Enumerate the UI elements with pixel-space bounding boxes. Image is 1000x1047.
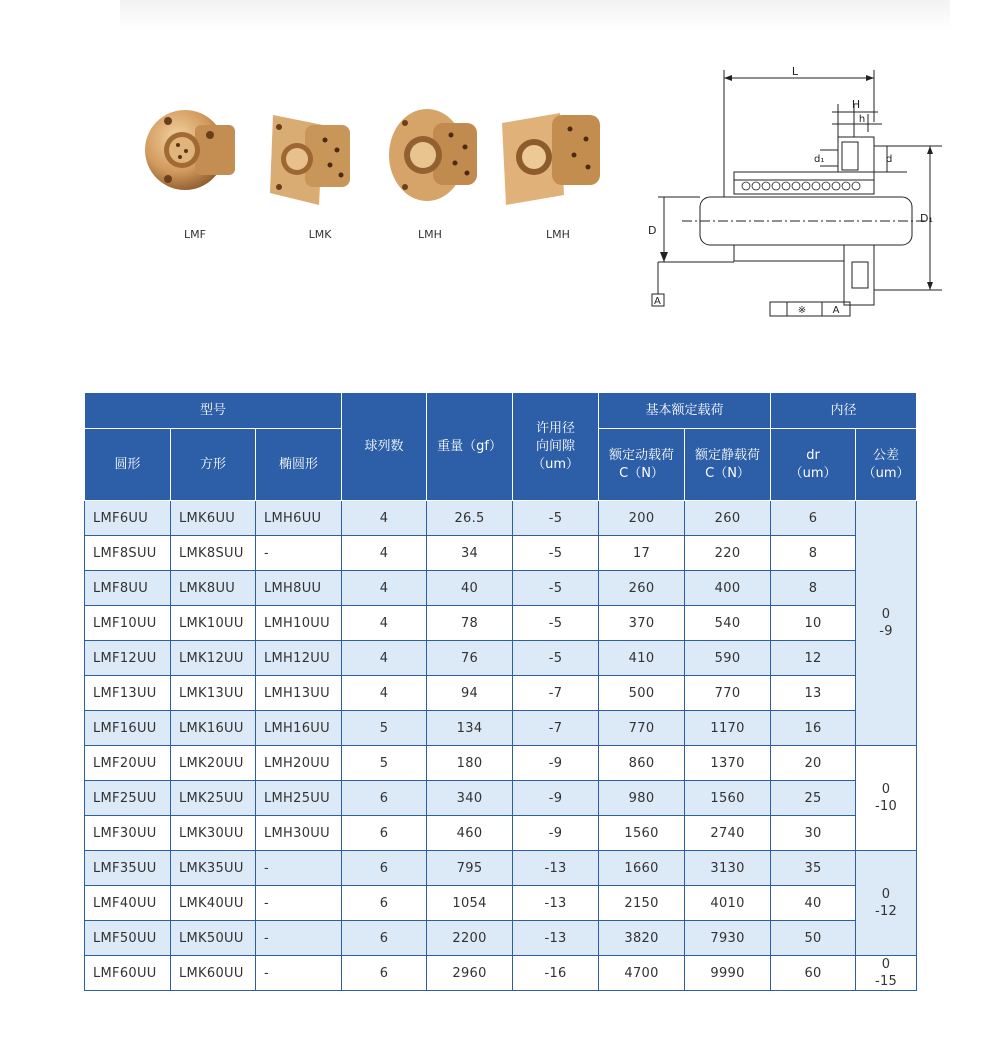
- tolerance-lower: -12: [874, 904, 898, 919]
- cell-square: LMK40UU: [171, 886, 256, 921]
- cell-static: 260: [685, 501, 771, 536]
- cell-dynamic: 860: [599, 746, 685, 781]
- header-dr: dr （um）: [771, 429, 856, 501]
- table-row: [85, 641, 917, 676]
- cell-clearance: -7: [513, 711, 599, 746]
- cell-dynamic: 2150: [599, 886, 685, 921]
- cell-clearance: -9: [513, 816, 599, 851]
- cell-clearance: -13: [513, 921, 599, 956]
- tolerance-upper: 0: [881, 607, 891, 622]
- cell-dynamic: 1560: [599, 816, 685, 851]
- cell-clearance: -9: [513, 781, 599, 816]
- cell-square: LMK25UU: [171, 781, 256, 816]
- cell-dynamic: 17: [599, 536, 685, 571]
- datum-label: A: [654, 296, 661, 307]
- cell-weight: 460: [427, 816, 513, 851]
- cell-static: 1370: [685, 746, 771, 781]
- cell-round: LMF20UU: [85, 746, 171, 781]
- cell-dr: 30: [771, 816, 856, 851]
- cell-oval: LMH12UU: [256, 641, 342, 676]
- cell-clearance: -13: [513, 851, 599, 886]
- cell-round: LMF35UU: [85, 851, 171, 886]
- tolerance-lower: -9: [879, 624, 893, 639]
- cell-round: LMF8SUU: [85, 536, 171, 571]
- cell-dr: 12: [771, 641, 856, 676]
- cell-dr: 16: [771, 711, 856, 746]
- header-round: 圆形: [85, 429, 171, 501]
- header-load: 基本额定载荷: [599, 393, 771, 429]
- cell-balls: 6: [342, 921, 427, 956]
- cell-static: 590: [685, 641, 771, 676]
- cell-balls: 4: [342, 571, 427, 606]
- tolerance-lower: -10: [874, 799, 898, 814]
- cell-balls: 4: [342, 676, 427, 711]
- cell-round: LMF13UU: [85, 676, 171, 711]
- cell-oval: LMH20UU: [256, 746, 342, 781]
- cell-weight: 78: [427, 606, 513, 641]
- cell-static: 7930: [685, 921, 771, 956]
- cell-static: 1560: [685, 781, 771, 816]
- header-balls: 球列数: [342, 393, 427, 501]
- table-row: [85, 711, 917, 746]
- spec-table: [84, 392, 917, 991]
- table-row: [85, 816, 917, 851]
- cell-dynamic: 4700: [599, 956, 685, 991]
- cell-round: LMF10UU: [85, 606, 171, 641]
- dim-l-label: L: [791, 65, 799, 78]
- cell-clearance: -9: [513, 746, 599, 781]
- table-row: [85, 921, 917, 956]
- dim-d1-label: d₁: [814, 154, 825, 165]
- cell-oval: -: [256, 886, 342, 921]
- table-row: [85, 886, 917, 921]
- cell-static: 2740: [685, 816, 771, 851]
- cell-balls: 4: [342, 606, 427, 641]
- cell-tolerance: [856, 746, 917, 851]
- cell-dr: 60: [771, 956, 856, 991]
- table-row: [85, 676, 917, 711]
- table-row: [85, 501, 917, 536]
- cell-round: LMF30UU: [85, 816, 171, 851]
- cell-square: LMK8SUU: [171, 536, 256, 571]
- header-dynamic: 额定动载荷 C（N）: [599, 429, 685, 501]
- cell-dynamic: 3820: [599, 921, 685, 956]
- product-label: LMH: [546, 228, 570, 241]
- header-square: 方形: [171, 429, 256, 501]
- header-static: 额定静载荷 C（N）: [685, 429, 771, 501]
- cell-square: LMK35UU: [171, 851, 256, 886]
- table-row: [85, 851, 917, 886]
- tolerance-lower: -15: [874, 974, 898, 989]
- cell-oval: LMH10UU: [256, 606, 342, 641]
- dim-D-label: D: [648, 224, 657, 237]
- cell-square: LMK13UU: [171, 676, 256, 711]
- cell-oval: LMH16UU: [256, 711, 342, 746]
- cell-oval: LMH30UU: [256, 816, 342, 851]
- cell-square: LMK8UU: [171, 571, 256, 606]
- cell-round: LMF12UU: [85, 641, 171, 676]
- cell-dynamic: 980: [599, 781, 685, 816]
- tolerance-upper: 0: [881, 957, 891, 972]
- cell-static: 1170: [685, 711, 771, 746]
- cell-static: 9990: [685, 956, 771, 991]
- cell-dynamic: 200: [599, 501, 685, 536]
- cell-static: 3130: [685, 851, 771, 886]
- table-row: [85, 536, 917, 571]
- cell-weight: 34: [427, 536, 513, 571]
- table-row: [85, 956, 917, 991]
- cell-square: LMK16UU: [171, 711, 256, 746]
- cell-dr: 6: [771, 501, 856, 536]
- cell-weight: 795: [427, 851, 513, 886]
- cell-square: LMK10UU: [171, 606, 256, 641]
- cell-tolerance: [856, 956, 917, 991]
- cell-weight: 94: [427, 676, 513, 711]
- cell-balls: 6: [342, 781, 427, 816]
- cell-dynamic: 500: [599, 676, 685, 711]
- cell-dynamic: 370: [599, 606, 685, 641]
- cell-clearance: -5: [513, 571, 599, 606]
- tolerance-upper: 0: [881, 782, 891, 797]
- table-row: [85, 781, 917, 816]
- cell-clearance: -7: [513, 676, 599, 711]
- datum-ref-label: A: [832, 305, 840, 316]
- cell-static: 770: [685, 676, 771, 711]
- cell-oval: -: [256, 536, 342, 571]
- product-label: LMK: [308, 228, 332, 241]
- product-gallery: [140, 95, 620, 255]
- cell-dr: 8: [771, 571, 856, 606]
- round-flange-bushing-icon: [140, 95, 250, 225]
- cell-static: 400: [685, 571, 771, 606]
- cell-tolerance: [856, 501, 917, 746]
- top-band: [120, 0, 950, 30]
- table-row: [85, 571, 917, 606]
- cell-square: LMK30UU: [171, 816, 256, 851]
- cell-clearance: -5: [513, 641, 599, 676]
- tolerance-symbol: ※: [797, 305, 807, 316]
- header-weight: 重量（gf）: [427, 393, 513, 501]
- header-tolerance: 公差 （um）: [856, 429, 917, 501]
- cell-balls: 4: [342, 536, 427, 571]
- cell-clearance: -16: [513, 956, 599, 991]
- cell-oval: LMH8UU: [256, 571, 342, 606]
- cell-oval: LMH25UU: [256, 781, 342, 816]
- product-label: LMH: [418, 228, 442, 241]
- dim-d-label: d: [886, 154, 893, 165]
- cell-oval: LMH6UU: [256, 501, 342, 536]
- cell-round: LMF25UU: [85, 781, 171, 816]
- cell-dr: 20: [771, 746, 856, 781]
- cell-weight: 180: [427, 746, 513, 781]
- cell-dr: 40: [771, 886, 856, 921]
- dim-h-label: H: [851, 98, 861, 111]
- square-flange-bushing-icon: [265, 95, 375, 225]
- cell-oval: -: [256, 921, 342, 956]
- dim-h-small-label: h: [858, 114, 866, 125]
- cell-balls: 4: [342, 641, 427, 676]
- cell-static: 220: [685, 536, 771, 571]
- cell-oval: -: [256, 851, 342, 886]
- tolerance-upper: 0: [881, 887, 891, 902]
- cell-tolerance: [856, 851, 917, 956]
- cell-weight: 76: [427, 641, 513, 676]
- cell-weight: 26.5: [427, 501, 513, 536]
- oval-flange-bushing-icon: [385, 95, 495, 225]
- cell-round: LMF40UU: [85, 886, 171, 921]
- cell-dr: 25: [771, 781, 856, 816]
- cell-clearance: -5: [513, 501, 599, 536]
- cell-weight: 2960: [427, 956, 513, 991]
- cell-clearance: -5: [513, 606, 599, 641]
- cell-dynamic: 1660: [599, 851, 685, 886]
- cell-weight: 1054: [427, 886, 513, 921]
- cell-round: LMF16UU: [85, 711, 171, 746]
- cell-square: LMK20UU: [171, 746, 256, 781]
- spec-table-body: [85, 501, 917, 991]
- cell-balls: 4: [342, 501, 427, 536]
- cell-oval: LMH13UU: [256, 676, 342, 711]
- cell-round: LMF8UU: [85, 571, 171, 606]
- cell-dr: 8: [771, 536, 856, 571]
- cell-square: LMK50UU: [171, 921, 256, 956]
- cell-round: LMF6UU: [85, 501, 171, 536]
- cell-dr: 35: [771, 851, 856, 886]
- cell-dr: 50: [771, 921, 856, 956]
- cell-weight: 2200: [427, 921, 513, 956]
- cell-round: LMF50UU: [85, 921, 171, 956]
- cell-dr: 10: [771, 606, 856, 641]
- table-row: [85, 746, 917, 781]
- table-row: [85, 606, 917, 641]
- cell-static: 4010: [685, 886, 771, 921]
- dim-D1-label: D₁: [920, 212, 933, 225]
- header-clearance: 许用径 向间隙 （um）: [513, 393, 599, 501]
- cell-square: LMK12UU: [171, 641, 256, 676]
- cell-dynamic: 260: [599, 571, 685, 606]
- cell-square: LMK6UU: [171, 501, 256, 536]
- cell-balls: 5: [342, 711, 427, 746]
- product-label: LMF: [184, 228, 206, 241]
- cell-weight: 134: [427, 711, 513, 746]
- header-bore: 内径: [771, 393, 917, 429]
- cell-balls: 6: [342, 851, 427, 886]
- cell-balls: 6: [342, 956, 427, 991]
- cell-weight: 340: [427, 781, 513, 816]
- cut-flange-bushing-icon: [500, 95, 610, 225]
- cell-dynamic: 410: [599, 641, 685, 676]
- cell-clearance: -13: [513, 886, 599, 921]
- cell-weight: 40: [427, 571, 513, 606]
- header-oval: 椭圆形: [256, 429, 342, 501]
- cell-static: 540: [685, 606, 771, 641]
- header-model: 型号: [85, 393, 342, 429]
- cell-oval: -: [256, 956, 342, 991]
- cell-balls: 6: [342, 886, 427, 921]
- cell-dynamic: 770: [599, 711, 685, 746]
- cell-dr: 13: [771, 676, 856, 711]
- cell-square: LMK60UU: [171, 956, 256, 991]
- cell-balls: 5: [342, 746, 427, 781]
- cell-clearance: -5: [513, 536, 599, 571]
- cell-balls: 6: [342, 816, 427, 851]
- cell-round: LMF60UU: [85, 956, 171, 991]
- technical-drawing: [642, 62, 942, 322]
